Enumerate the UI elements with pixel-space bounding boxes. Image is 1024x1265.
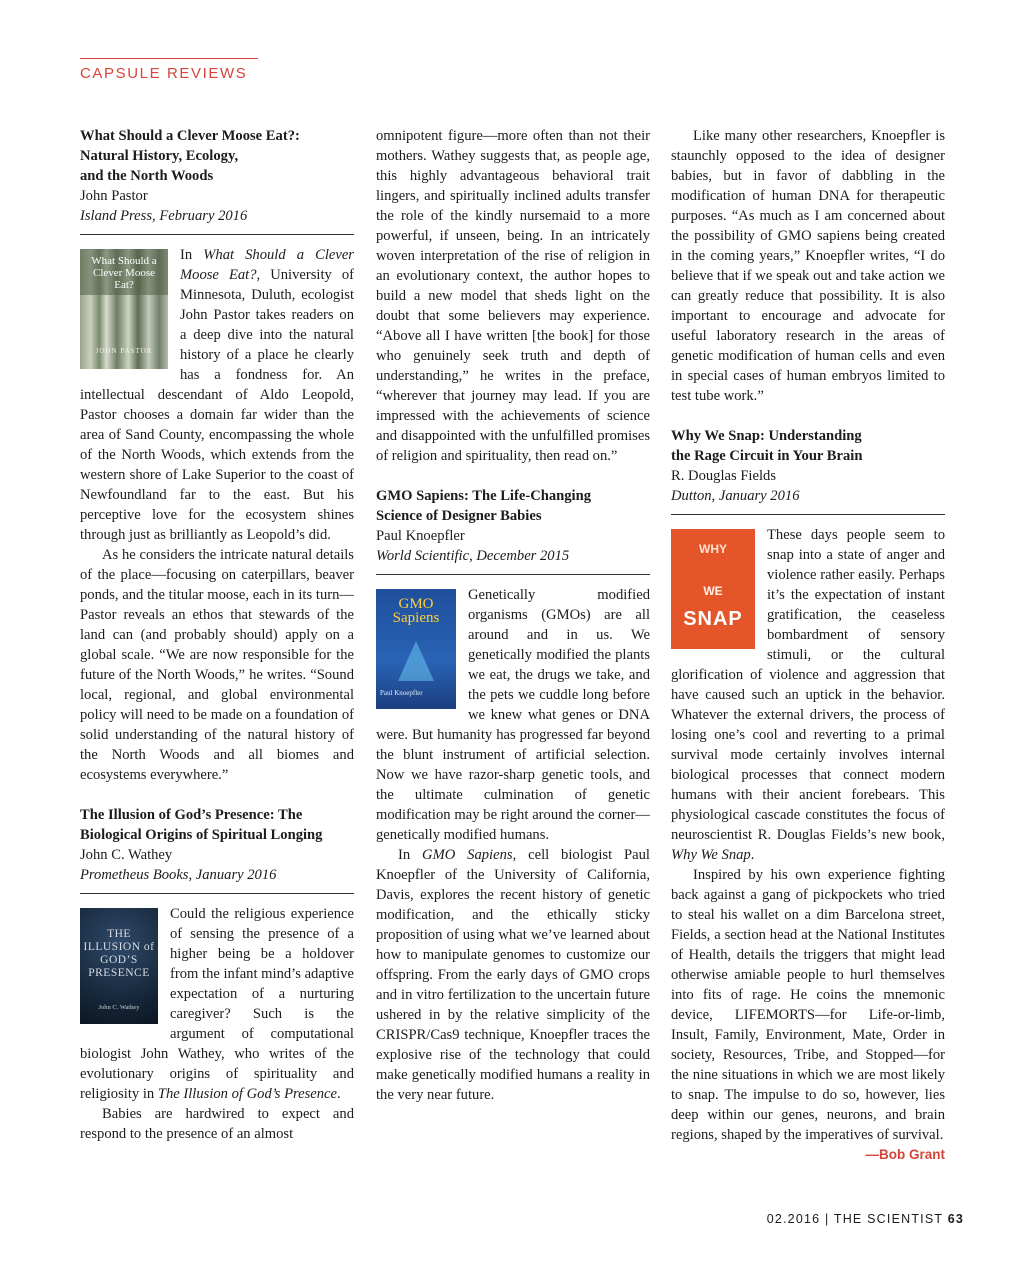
divider <box>80 893 354 894</box>
review-header-gmo <box>376 486 650 566</box>
book-author: R. Douglas Fields <box>671 468 776 484</box>
page-number: 63 <box>947 1212 964 1226</box>
reviewer-signoff: —Bob Grant <box>865 1147 945 1162</box>
book-publisher: Prometheus Books, January 2016 <box>80 867 277 883</box>
book-title: What Should a Clever Moose Eat?: Natural History, Ecology, and the North Woods <box>80 128 300 184</box>
column-2 <box>376 126 650 1105</box>
book-cover-illusion: THE ILLUSION of GOD’S PRESENCE John C. Wathey <box>80 908 158 1024</box>
book-title: GMO Sapiens: The Life-Changing Science of Designer Babies <box>376 488 592 524</box>
review-paragraph: Inspired by his own experience fighting back against a gang of pickpockets who tried to steal his wallet on a dim Barcelona street, Fields, a section head at the National Institutes of Health, details the triggers that might lead otherwise amiable people to hurl themselves into fits of rage. He coins the mnemonic device, LIFEMORTS—for Life-or-limb, Insult, Family, Environment, Mate, Order in society, Resources, Tribe, and Stopped—for the nine situations in which we are most likely to snap. The impulse to do so, however, lies deep within our genes, neurons, and brain regions, shaped by the imperatives of survival. —Bob Grant <box>671 865 945 1145</box>
flask-icon <box>398 641 434 681</box>
book-publisher: World Scientific, December 2015 <box>376 548 570 564</box>
review-paragraph: These days people seem to snap into a state of anger and violence rather easily. Perhaps it’s the expectation of instant gratification, the ceaseless bombardment of sensory stimuli, or the cultural glorification of violence and aggression that have caused such an uptick in the behavior. Whatever the external drivers, the process of losing one’s cool and reverting to a primal survival mode certainly involves internal biological processes that connect modern humans with their ancient forebears. This physiological cascade constitutes the focus of neuroscientist R. Douglas Fields’s new book, Why We Snap. <box>671 527 945 863</box>
review-paragraph: Genetically modified organisms (GMOs) are all around and in us. We genetically modified the plants we eat, the drugs we take, and the pets we cuddle long before we knew what genes or DNA were. But humanity has progressed far beyond the blunt instrument of artificial selection. Now we have razor-sharp genetic tools, and the ultimate culmination of genetic modification may be right around the corner—genetically modified humans. <box>376 587 650 843</box>
review-paragraph: Like many other researchers, Knoepfler is staunchly opposed to the idea of designer babies, but in favor of dabbling in the modification of human DNA for therapeutic purposes. “As much as I am concerned about the possibility of GMO sapiens being created in the coming years,” Knoepfler writes, “I do believe that if we speak out and take action we can greatly reduce that possibility. It is also important to encourage and advocate for useful laboratory research in the areas of genetic modification of human cells and even in special cases of human embryos limited to test tube work.” <box>671 128 945 404</box>
review-paragraph-continued: omnipotent figure—more often than not their mothers. Wathey suggests that, as people age, this highly advantageous behavioral trait lingers, and spiritually inclined adults transfer the role of the kindly nursemaid to a more powerful, if unseen, being. In an intricately woven interpretation of the rise of religion in an evolutionary context, the author hopes to build a new model that sheds light on the doubt that some believers may experience. “Above all I have written [the book] for those who genuinely seek truth and depth of understanding,” he writes in the preface, “wherever that journey may lead. If you are impressed with the achievements of science and disappointed with the unfulfilled promises of religion and spirituality, then read on.” <box>376 128 650 464</box>
review-header-snap <box>671 426 945 506</box>
review-paragraph: As he considers the intricate natural details of the place—focusing on caterpillars, beaver ponds, and the titular moose, each in its turn—Pastor reveals an ethos that stewards of the land can (and probably should) apply on a global scale. “We are now responsible for the future of the North Woods,” he writes. “Sound local, regional, and global environmental policy will need to be made on a foundation of solid understanding of the natural history of the North Woods and all biomes and ecosystems everywhere.” <box>80 547 354 783</box>
column-3 <box>671 126 945 1165</box>
book-author: John C. Wathey <box>80 847 173 863</box>
book-publisher: Dutton, January 2016 <box>671 488 800 504</box>
book-author: John Pastor <box>80 188 148 204</box>
page-footer <box>767 1212 964 1226</box>
review-header-moose <box>80 126 354 226</box>
book-title: Why We Snap: Understanding the Rage Circuit in Your Brain <box>671 428 863 464</box>
column-1 <box>80 126 354 1144</box>
book-cover-snap: WHY WE SNAP <box>671 529 755 649</box>
book-publisher: Island Press, February 2016 <box>80 208 248 224</box>
review-paragraph: Could the religious experience of sensing the presence of a higher being be a holdover from the infant mind’s adaptive expectation of a nurturing caregiver? Such is the argument of computational biologist John Wathey, who writes of the evolutionary origins of spirituality and religiosity in The Illusion of God’s Presence. <box>80 906 354 1102</box>
issue-label: 02.2016 | THE SCIENTIST <box>766 1212 943 1226</box>
divider <box>80 234 354 235</box>
book-author: Paul Knoepfler <box>376 528 465 544</box>
divider <box>671 514 945 515</box>
review-header-illusion <box>80 805 354 885</box>
book-cover-gmo: GMO Sapiens Paul Knoepfler <box>376 589 456 709</box>
review-paragraph: In GMO Sapiens, cell biologist Paul Knoepfler of the University of California, Davis, explores the recent history of genetic modification, and the ethically sticky proposition of using what we’ve learned about how to manipulate genomes to customize our offspring. From the early days of GMO crops and in vitro fertilization to the uncertain future ushered in by the relative simplicity of the CRISPR/Cas9 technique, Knoepfler traces the explosive rise of the technology that could make genetically modified humans a reality in the very near future. <box>376 847 650 1103</box>
review-paragraph: Babies are hardwired to expect and respond to the presence of an almost <box>80 1106 354 1142</box>
book-cover-moose: What Should a Clever Moose Eat? JOHN PASTOR <box>80 249 168 369</box>
review-paragraph: In What Should a Clever Moose Eat?, University of Minnesota, Duluth, ecologist John Pastor takes readers on a deep dive into the natural history of a place he clearly has a fondness for. An intellectual descendant of Aldo Leopold, Pastor chooses a domain far wider than the area of Sand County, encompassing the whole of the North Woods, which extends from the western shore of Lake Superior to the coast of Newfoundland far to the east. But his perceptive love for the ecosystem shines through just as brilliantly as Leopold’s did. <box>80 247 354 543</box>
book-title: The Illusion of God’s Presence: The Biological Origins of Spiritual Longing <box>80 807 323 843</box>
section-label: CAPSULE REVIEWS <box>80 58 258 82</box>
divider <box>376 574 650 575</box>
